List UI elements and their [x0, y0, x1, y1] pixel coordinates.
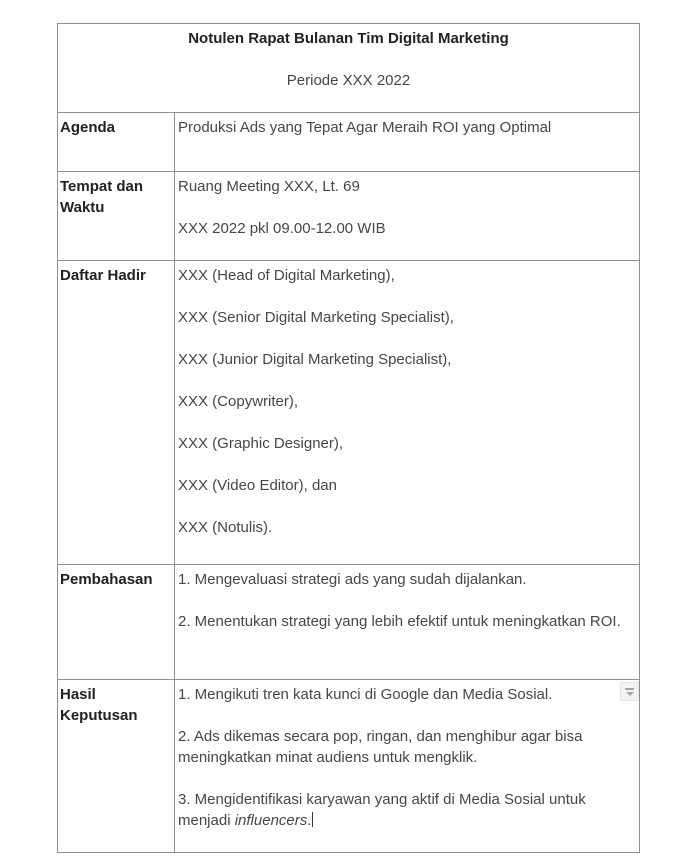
- row-label-cell[interactable]: [58, 113, 175, 171]
- document-title: Notulen Rapat Bulanan Tim Digital Marketing: [188, 30, 509, 47]
- paragraph: Ruang Meeting XXX, Lt. 69: [178, 178, 360, 195]
- row-label: Pembahasan: [60, 571, 153, 588]
- row-content-cell[interactable]: [175, 565, 639, 679]
- paragraph: 2. Ads dikemas secara pop, ringan, dan menghibur agar bisa meningkatkan minat audiens untuk mengklik.: [178, 728, 583, 766]
- paragraph: XXX (Head of Digital Marketing),: [178, 267, 395, 284]
- row-label-cell[interactable]: [58, 565, 175, 679]
- paragraph: Produksi Ads yang Tepat Agar Meraih ROI yang Optimal: [178, 119, 552, 136]
- paragraph: XXX (Copywriter),: [178, 393, 299, 410]
- paragraph: 1. Mengikuti tren kata kunci di Google dan Media Sosial.: [178, 686, 553, 703]
- row-content-cell[interactable]: [175, 113, 639, 171]
- paragraph: XXX (Video Editor), dan: [178, 477, 337, 494]
- row-label: Agenda: [60, 119, 116, 136]
- row-content-cell[interactable]: [175, 680, 639, 852]
- table-header-row: [58, 24, 639, 112]
- text-run: 3. Mengidentifikasi karyawan yang aktif di Media Sosial untuk menjadi: [178, 791, 586, 829]
- row-content-cell[interactable]: [175, 261, 639, 564]
- text-cursor: [312, 812, 313, 827]
- dropdown-icon[interactable]: [620, 682, 639, 701]
- paragraph: XXX (Senior Digital Marketing Specialist),: [178, 309, 454, 326]
- paragraph: XXX (Graphic Designer),: [178, 435, 344, 452]
- notulen-table: [57, 23, 640, 853]
- table-row: [58, 171, 639, 260]
- dropdown-icon-triangle: [626, 692, 634, 696]
- paragraph: XXX (Junior Digital Marketing Specialist),: [178, 351, 452, 368]
- italic-text-run: influencers: [234, 812, 308, 829]
- table-row: [58, 564, 639, 679]
- row-label: Hasil Keputusan: [60, 686, 138, 724]
- row-label-cell[interactable]: [58, 172, 175, 260]
- row-content-cell[interactable]: [175, 172, 639, 260]
- dropdown-icon-bar: [625, 688, 634, 690]
- text-run: .: [307, 812, 312, 829]
- paragraph: XXX 2022 pkl 09.00-12.00 WIB: [178, 220, 386, 237]
- paragraph: [178, 789, 631, 831]
- table-row: [58, 112, 639, 171]
- table-header-cell[interactable]: [58, 24, 639, 112]
- table-body: [58, 112, 639, 852]
- row-label-cell[interactable]: [58, 680, 175, 852]
- row-label-cell[interactable]: [58, 261, 175, 564]
- row-label: Tempat dan Waktu: [60, 178, 144, 216]
- paragraph: XXX (Notulis).: [178, 519, 273, 536]
- table-row: [58, 260, 639, 564]
- paragraph: 1. Mengevaluasi strategi ads yang sudah dijalankan.: [178, 571, 527, 588]
- row-label: Daftar Hadir: [60, 267, 146, 284]
- document-subtitle: Periode XXX 2022: [286, 72, 411, 89]
- paragraph: 2. Menentukan strategi yang lebih efektif untuk meningkatkan ROI.: [178, 613, 621, 630]
- table-row: [58, 679, 639, 852]
